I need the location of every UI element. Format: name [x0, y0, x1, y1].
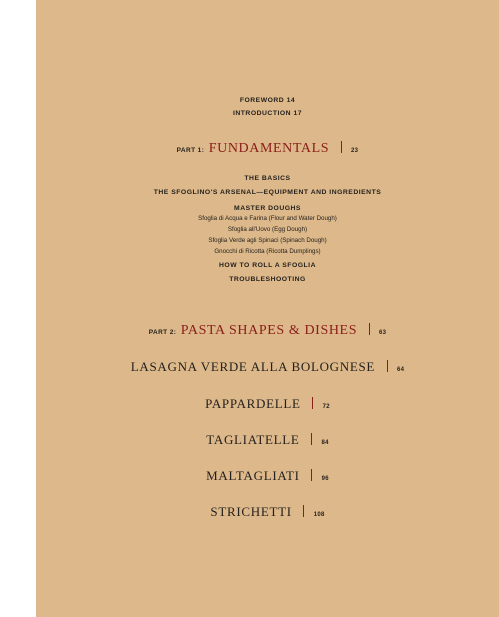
page-divider [303, 505, 304, 517]
dish-page: 84 [321, 440, 329, 446]
dish-page: 64 [396, 367, 405, 373]
part1-page: 23 [351, 148, 359, 154]
part1-title: FUNDAMENTALS [208, 141, 330, 156]
toc-dough-item: Sfoglia di Acqua e Farina (Flour and Water Dough) [198, 215, 337, 222]
dish-page: 72 [322, 404, 330, 410]
toc-roll: HOW TO ROLL A SFOGLIA [219, 262, 316, 269]
dish-title: PAPPARDELLE [205, 396, 301, 411]
page-divider [311, 469, 312, 481]
dish-title: STRICHETTI [210, 504, 292, 519]
dish-title: TAGLIATELLE [206, 432, 300, 447]
contents-page [36, 0, 499, 617]
toc-introduction: INTRODUCTION 17 [232, 110, 303, 117]
dish-page: 96 [321, 476, 329, 482]
toc-dish [36, 467, 499, 485]
page-divider [369, 323, 370, 335]
toc-dish [36, 395, 499, 413]
dish-title: LASAGNA VERDE ALLA BOLOGNESE [130, 359, 376, 374]
toc-foreword: FOREWORD 14 [239, 97, 296, 104]
toc-dish [36, 358, 499, 376]
part1-heading [36, 139, 499, 157]
part2-prefix: PART 2: [148, 329, 177, 336]
toc-troubleshooting: TROUBLESHOOTING [229, 276, 306, 283]
page-divider [387, 360, 388, 372]
toc-dough-item: Sfoglia Verde agli Spinaci (Spinach Dough) [208, 237, 327, 244]
page-divider [312, 397, 313, 409]
toc-dish [36, 431, 499, 449]
page-divider [341, 141, 342, 153]
part2-page: 63 [378, 330, 387, 336]
dish-page: 108 [313, 512, 325, 518]
part1-prefix: PART 1: [176, 147, 205, 154]
toc-basics: THE BASICS [244, 175, 291, 182]
toc-dough-item: Sfoglia all'Uovo (Egg Dough) [227, 226, 308, 233]
toc-master-doughs: MASTER DOUGHS [234, 205, 301, 212]
toc-arsenal: THE SFOGLINO'S ARSENAL—EQUIPMENT AND INGREDIENTS [153, 189, 382, 196]
part2-title: PASTA SHAPES & DISHES [180, 323, 358, 338]
page-divider [311, 433, 312, 445]
toc-dough-item: Gnocchi di Ricotta (Ricotta Dumplings) [214, 248, 321, 255]
toc-dish [36, 503, 499, 521]
dish-title: MALTAGLIATI [206, 468, 300, 483]
part2-heading [36, 321, 499, 339]
